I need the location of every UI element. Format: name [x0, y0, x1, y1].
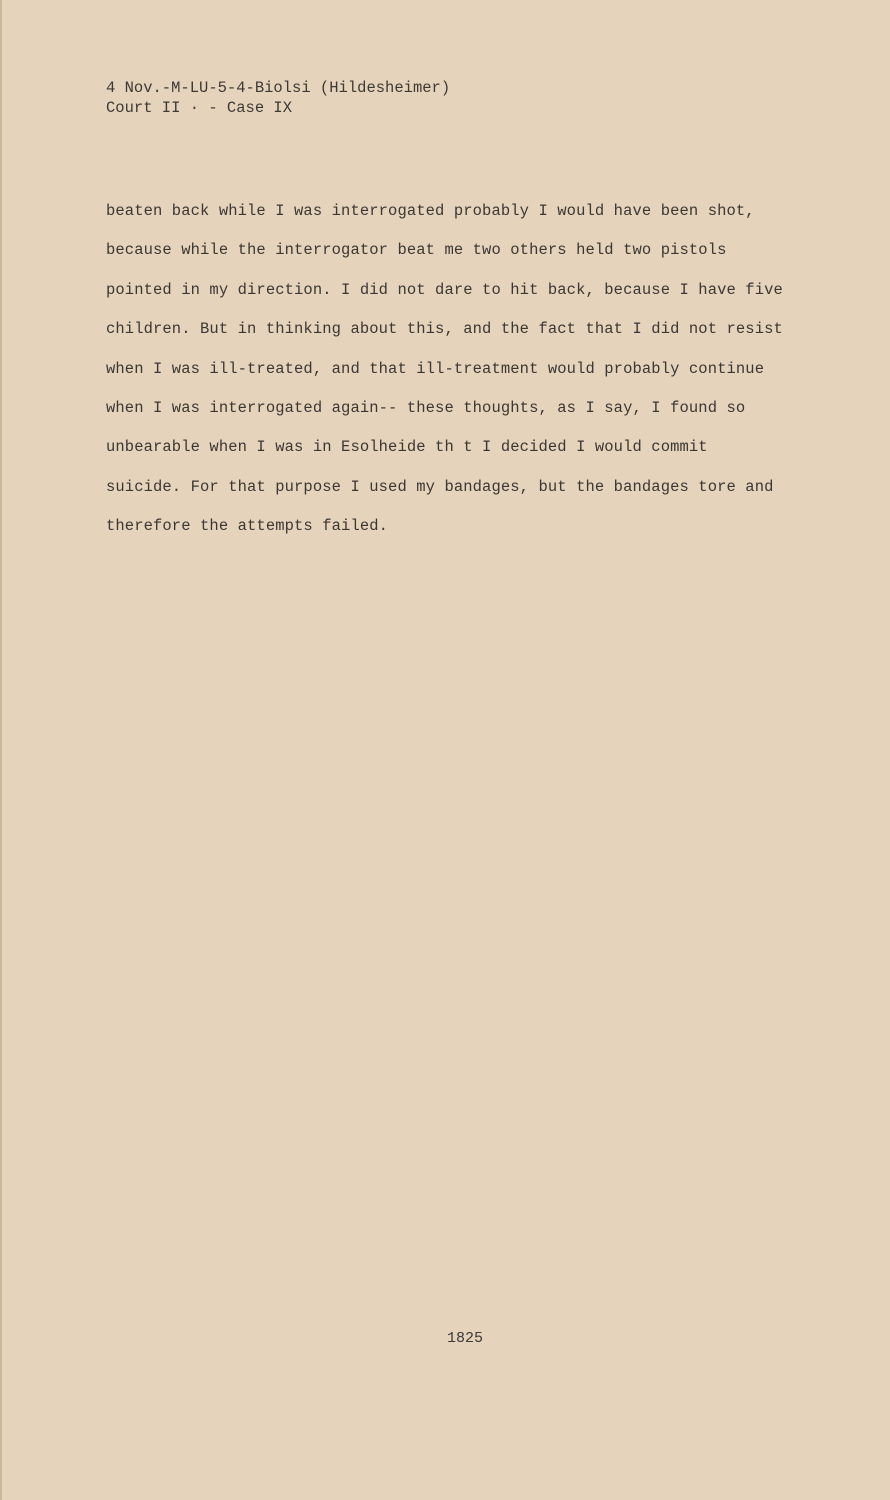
text-line: children. But in thinking about this, and the fact that I did not resist: [106, 320, 783, 339]
text-line: unbearable when I was in Esolheide th t I decided I would commit: [106, 438, 708, 457]
header-court-line: Court II · - Case IX: [106, 99, 293, 117]
document-header: [106, 78, 450, 118]
header-reference-line: 4 Nov.-M-LU-5-4-Biolsi (Hildesheimer): [106, 79, 451, 97]
text-line: pointed in my direction. I did not dare to hit back, because I have five: [106, 280, 783, 299]
page-number: 1825: [447, 1330, 484, 1347]
text-line: when I was interrogated again-- these thoughts, as I say, I found so: [106, 399, 746, 418]
text-line: therefore the attempts failed.: [106, 517, 389, 536]
text-line: when I was ill-treated, and that ill-treatment would probably continue: [106, 359, 765, 378]
text-line: suicide. For that purpose I used my bandages, but the bandages tore and: [106, 477, 774, 496]
text-line: because while the interrogator beat me two others held two pistols: [106, 241, 727, 260]
text-line: beaten back while I was interrogated probably I would have been shot,: [106, 202, 755, 220]
testimony-text: [106, 192, 826, 547]
